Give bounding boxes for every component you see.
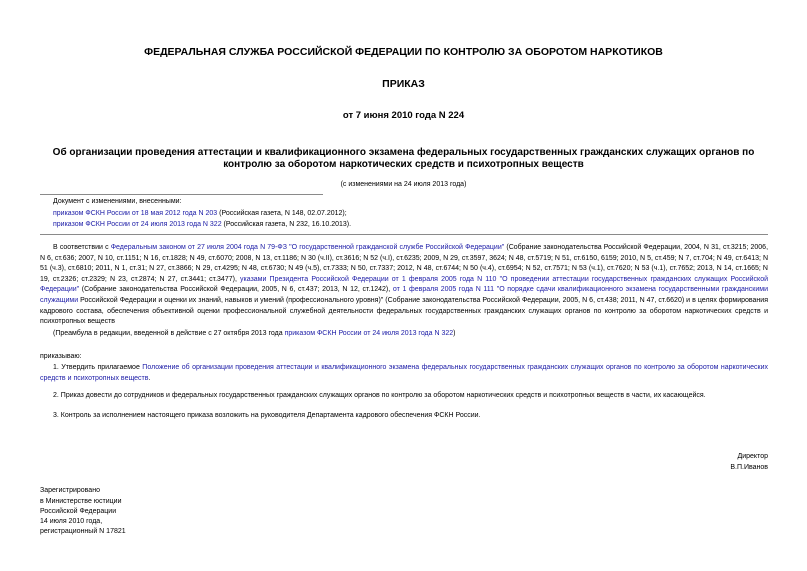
regulation-link[interactable]: Положение об организации проведения аттестации и квалификационного экзамена федеральных государственных гражданских служащих органов по контролю за оборотом наркотических средств и психотропных веществ [40,364,768,382]
registration-line: Российской Федерации [40,508,117,515]
preamble-text: Российской Федерации и оценки их знаний, навыков и умений (профессионального уровня)" (Собрание законодательства Российской Федерации, 2005, N 6, ст.438; 2011, N 47, ст.6620) и в целях формирования кадрового состава, обеспечения объективной оценки профессиональной служебной деятельности федеральных государственных гражданских служащих органов по контролю за оборотом наркотических средств и психотропных веществ [40,296,768,326]
amendment-item [53,219,351,230]
amendment-item [53,208,347,219]
registration-line: в Министерстве юстиции [40,498,122,505]
amendment-source-1: (Российская газета, N 148, 02.07.2012); [217,210,347,217]
amendment-link-2[interactable]: приказом ФСКН России от 24 июля 2013 года N 322 [53,221,222,228]
federal-law-link[interactable]: Федеральным законом от 27 июля 2004 года N 79-ФЗ "О государственной гражданской службе Российской Федерации" [110,244,505,251]
edition-note-text: (Преамбула в редакции, введенной в действие с 27 октября 2013 года [53,330,285,337]
preamble-text: (Собрание законодательства Российской Федерации, 2005, N 6, ст.437; 2013, N 12, ст.1242), [79,286,393,294]
signatory-position: Директор [737,453,768,460]
registration-line: Зарегистрировано [40,487,100,494]
preamble-text: В соответствии с [53,244,111,251]
preamble-text: (Собрание законодательства Российской Федерации, 2004, N 31, ст.3215; 2006, N 6, ст.636; 2007, N 10, ст.1151; N 16, ст.1828; N 49, ст.6070; 2008, N 13, ст.1186; N 30 (ч.II), ст.3616; N 52 (ч.I), ст.6235; 2009, N 29, ст.3597, 3624; N 48, ст.5719; N 51, ст.6150, 6159; 2010, N 5, ст.459; N 7, ст.704; N 49, ст.6413; N 51 (ч.3), ст.6810; 2011, N 1, ст.31; N 27, ст.3866; N 29, ст.4295; N 48, ст.6730; N 49 (ч.5), ст.7333; N 50, ст.7337; 2012, N 48, ст.6744; N 50 (ч.4), ст.6954; N 52, ст.7571; N 53 (ч.1), ст.7620; N 53 (ч.1), ст.7652; 2013, N 14, ст.1665; N 19, ст.2326; ст.2329; N 23, ст.2874; N 27, ст.3441; ст.3477), [40,244,769,283]
document-title: Об организации проведения аттестации и квалификационного экзамена федеральных государственных гражданских служащих органов по контролю за оборотом наркотических средств и психотропных веществ [52,147,755,170]
order-322-link[interactable]: приказом ФСКН России от 24 июля 2013 года N 322 [284,330,454,337]
signatory-name: В.П.Иванов [730,464,768,471]
order-item-2: 2. Приказ довести до сотрудников и федеральных государственных гражданских служащих органов по контролю за оборотом наркотических средств и психотропных веществ в части, их касающейся. [53,392,706,399]
preamble-paragraph [40,243,768,328]
changes-note: (с изменениями на 24 июля 2013 года) [340,181,467,188]
organization-name: ФЕДЕРАЛЬНАЯ СЛУЖБА РОССИЙСКОЙ ФЕДЕРАЦИИ ПО КОНТРОЛЮ ЗА ОБОРОТОМ НАРКОТИКОВ [144,46,663,58]
order-item-1 [40,363,768,384]
preamble-edition-note [53,329,768,340]
presidential-decree-110-link[interactable]: указами Президента Российской Федерации от 1 февраля 2005 года N 110 "О проведении аттестации государственных гражданских служащих Российской Федерации" [40,275,769,294]
registration-line: 14 июля 2010 года, [40,518,103,525]
amendment-link-1[interactable]: приказом ФСКН России от 18 мая 2012 года N 203 [53,210,218,217]
registration-line: регистрационный N 17821 [40,528,126,535]
document-date-number: от 7 июня 2010 года N 224 [342,110,465,121]
order-word: приказываю: [40,353,82,360]
item-text: 1. Утвердить прилагаемое [53,364,143,371]
item-text: . [148,374,151,382]
order-item-3: 3. Контроль за исполнением настоящего приказа возложить на руководителя Департамента кадрового обеспечения ФСКН России. [53,412,481,419]
divider-top [40,194,323,195]
presidential-decree-111-link[interactable]: от 1 февраля 2005 года N 111 "О порядке сдачи квалификационного экзамена государственными гражданскими служащими [40,286,768,304]
amendments-intro: Документ с изменениями, внесенными: [53,198,182,205]
divider-bottom [40,234,768,235]
amendment-source-2: (Российская газета, N 232, 16.10.2013). [221,221,352,228]
edition-note-text: ) [453,330,456,337]
document-type: ПРИКАЗ [382,78,425,90]
